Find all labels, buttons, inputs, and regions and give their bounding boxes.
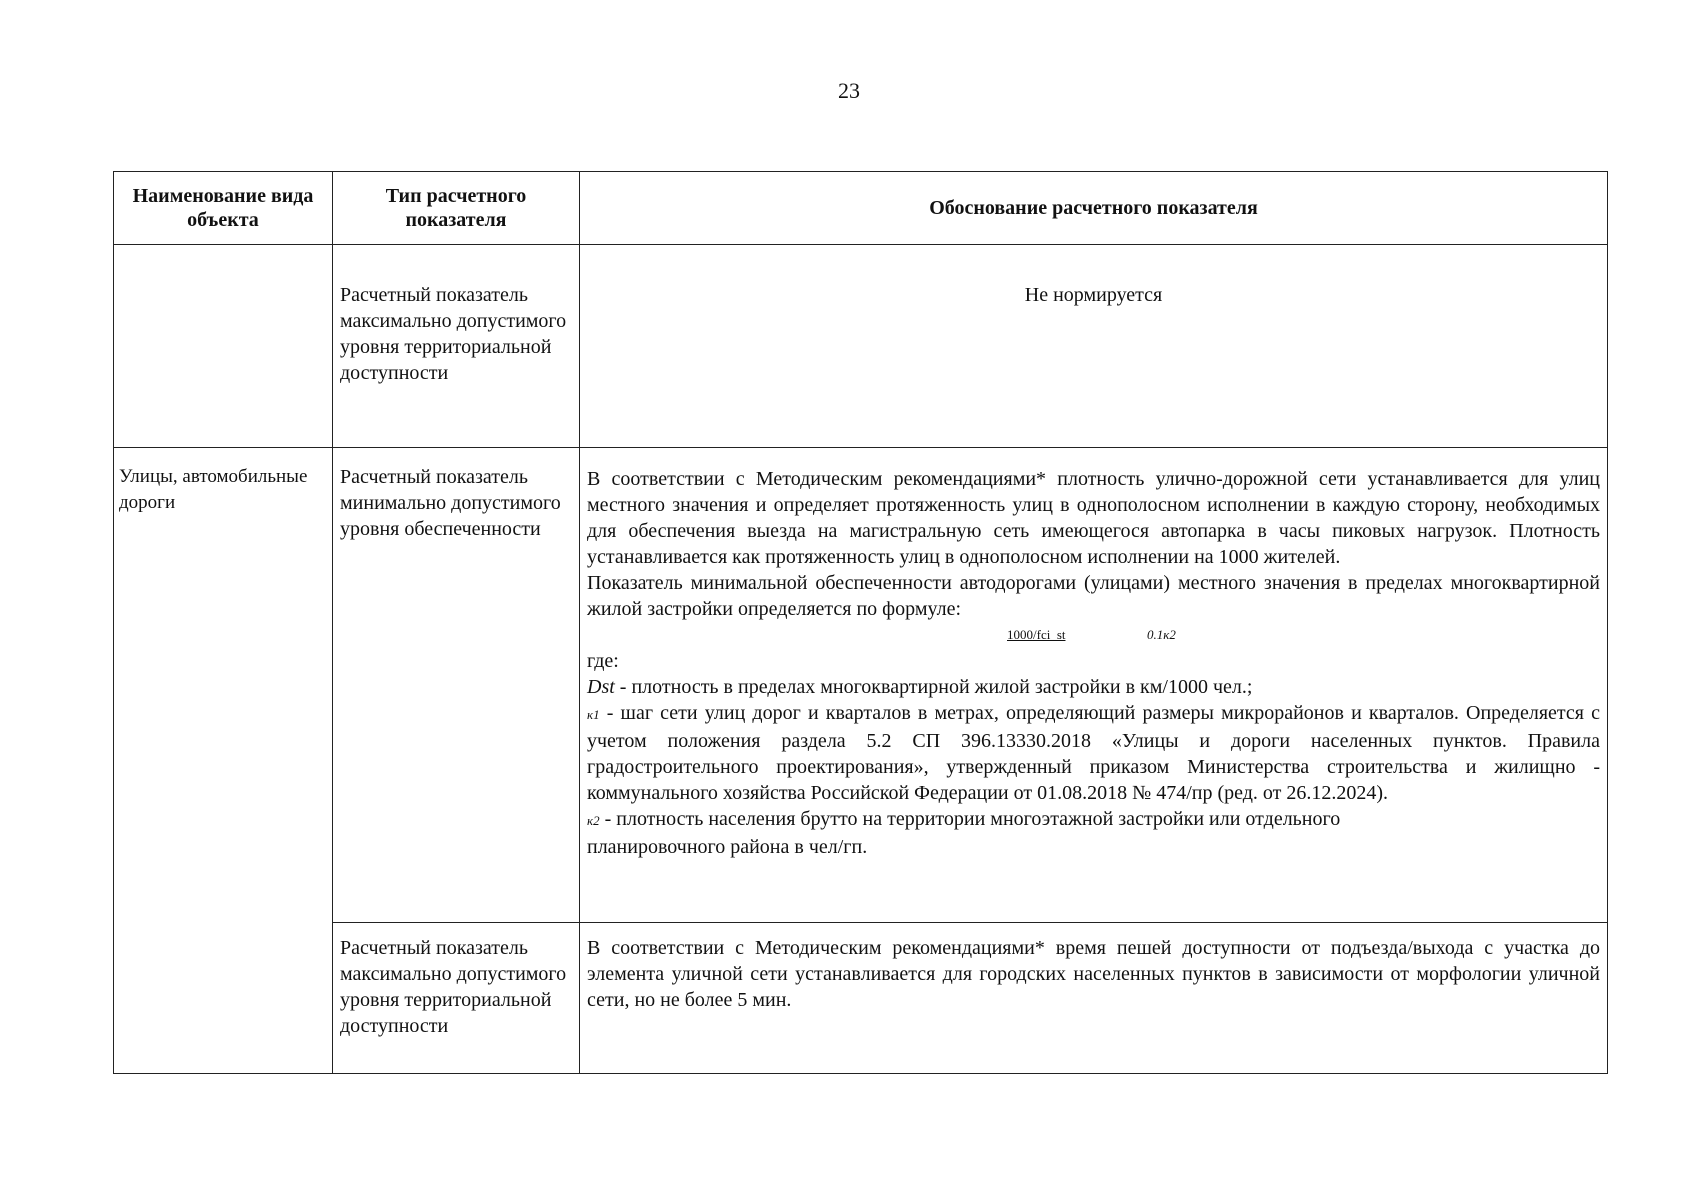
justification-cell: В соответствии с Методическим рекомендациями* время пешей доступности от подъезда/выхода с участка до элемента уличной сети устанавливается для городских населенных пунктов в зависимости от морфологии уличной сети, но не более 5 мин. (580, 923, 1608, 1074)
k2-symbol: к2 (587, 813, 600, 828)
indicator-type-cell: Расчетный показатель минимально допустимого уровня обеспеченности (333, 448, 580, 923)
table-row (114, 448, 1608, 923)
formula-coefficient: 0.1к2 (1147, 627, 1176, 642)
header-indicator-type: Тип расчетного показателя (333, 172, 580, 245)
page-number: 23 (838, 78, 860, 103)
justification-paragraph-1: В соответствии с Методическим рекомендациями* плотность улично-дорожной сети устанавливается для улиц местного значения и определяет протяженность улиц в однополосном исполнении в каждую сторону, необходимых для обеспечения выезда на магистральную сеть имеющегося автопарка в часы пиковых нагрузок. Плотность устанавливается как протяженность улиц в однополосном исполнении на 1000 жителей. (587, 468, 1600, 568)
dst-definition: Dst - плотность в пределах многоквартирной жилой застройки в км/1000 чел.; (587, 676, 1253, 698)
object-cell-empty (114, 245, 333, 448)
k1-symbol: к1 (587, 707, 600, 722)
k1-definition: к1 - шаг сети улиц дорог и кварталов в метрах, определяющий размеры микрорайонов и кварталов. Определяется с учетом положения раздела 5.2 СП 396.13330.2018 «Улицы и дороги населенных пунктов. Правила градостроительного проектирования», утвержденный приказом Министерства строительства и жилищно - коммунального хозяйства Российской Федерации от 01.08.2018 № 474/пр (ред. от 26.12.2024). (587, 702, 1600, 804)
where-label: где: (587, 650, 619, 672)
density-formula (587, 622, 1600, 648)
k2-definition: к2 - плотность населения брутто на территории многоэтажной застройки или отдельного планировочного района в чел/гп. (587, 808, 1341, 858)
table-row (114, 923, 1608, 1074)
indicator-type-cell: Расчетный показатель максимально допустимого уровня территориальной доступности (333, 923, 580, 1074)
object-cell-streets: Улицы, автомобильные дороги (114, 448, 333, 1074)
justification-paragraph-2: Показатель минимальной обеспеченности автодорогами (улицами) местного значения в пределах многоквартирной жилой застройки определяется по формуле: (587, 572, 1600, 620)
header-object-name: Наименование вида объекта (114, 172, 333, 245)
table-row (114, 245, 1608, 448)
dst-symbol: Dst (587, 676, 615, 698)
indicator-type-cell: Расчетный показатель максимально допустимого уровня территориальной доступности (333, 245, 580, 448)
header-justification: Обоснование расчетного показателя (580, 172, 1608, 245)
indicators-table (113, 171, 1608, 1074)
table-header-row (114, 172, 1608, 245)
formula-numerator: 1000/fci_st (1007, 627, 1066, 642)
justification-cell (580, 448, 1608, 923)
justification-cell: Не нормируется (580, 245, 1608, 448)
